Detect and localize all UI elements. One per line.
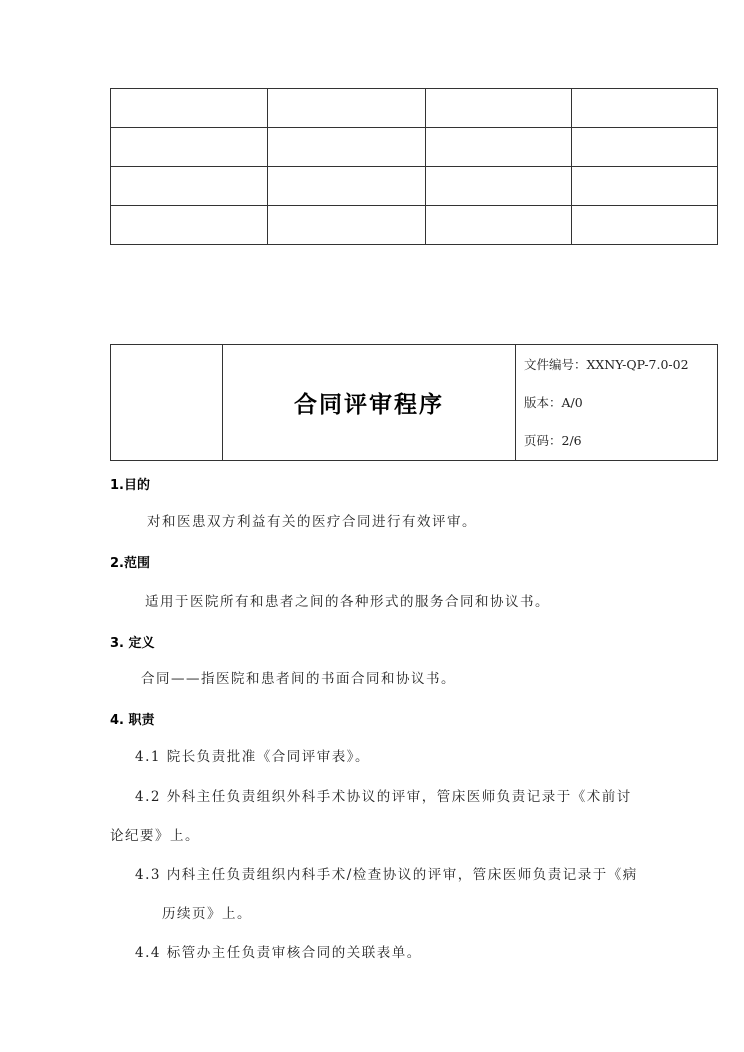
paragraph: 历续页》上。 <box>162 906 252 922</box>
table-cell <box>572 89 718 128</box>
section-heading-definition: 3. 定义 <box>110 636 155 651</box>
table-cell <box>111 128 268 167</box>
paragraph: 论纪要》上。 <box>110 828 200 844</box>
table-cell <box>268 89 426 128</box>
table-cell <box>572 167 718 206</box>
logo-cell <box>111 345 223 461</box>
paragraph: 4.3 内科主任负责组织内科手术/检查协议的评审，管床医师负责记录于《病 <box>135 867 638 883</box>
table-cell <box>111 206 268 245</box>
blank-grid-table <box>110 88 718 245</box>
document-title: 合同评审程序 <box>223 345 516 461</box>
table-cell <box>268 167 426 206</box>
table-row <box>111 128 718 167</box>
section-heading-responsibilities: 4. 职责 <box>110 713 155 728</box>
table-cell <box>572 206 718 245</box>
table-cell <box>426 128 572 167</box>
table-cell <box>111 89 268 128</box>
table-cell <box>426 206 572 245</box>
paragraph: 4.4 标管办主任负责审核合同的关联表单。 <box>135 945 422 961</box>
table-cell <box>268 206 426 245</box>
paragraph: 适用于医院所有和患者之间的各种形式的服务合同和协议书。 <box>145 594 550 610</box>
table-cell <box>268 128 426 167</box>
table-cell <box>572 128 718 167</box>
page-number: 页码：2/6 <box>524 432 582 448</box>
paragraph: 合同——指医院和患者间的书面合同和协议书。 <box>141 671 456 687</box>
table-cell <box>426 89 572 128</box>
table-row <box>111 89 718 128</box>
paragraph: 对和医患双方利益有关的医疗合同进行有效评审。 <box>147 514 477 530</box>
table-row <box>111 206 718 245</box>
file-number: 文件编号：XXNY-QP-7.0-02 <box>524 356 689 372</box>
section-heading-scope: 2.范围 <box>110 556 150 571</box>
table-cell <box>111 167 268 206</box>
paragraph: 4.2 外科主任负责组织外科手术协议的评审，管床医师负责记录于《术前讨 <box>135 789 632 805</box>
table-row <box>111 167 718 206</box>
table-cell <box>426 167 572 206</box>
version: 版本：A/0 <box>524 394 583 410</box>
document-meta-cell <box>516 345 718 461</box>
section-heading-purpose: 1.目的 <box>110 478 150 493</box>
paragraph: 4.1 院长负责批准《合同评审表》。 <box>135 749 371 765</box>
document-header-table <box>110 344 718 461</box>
